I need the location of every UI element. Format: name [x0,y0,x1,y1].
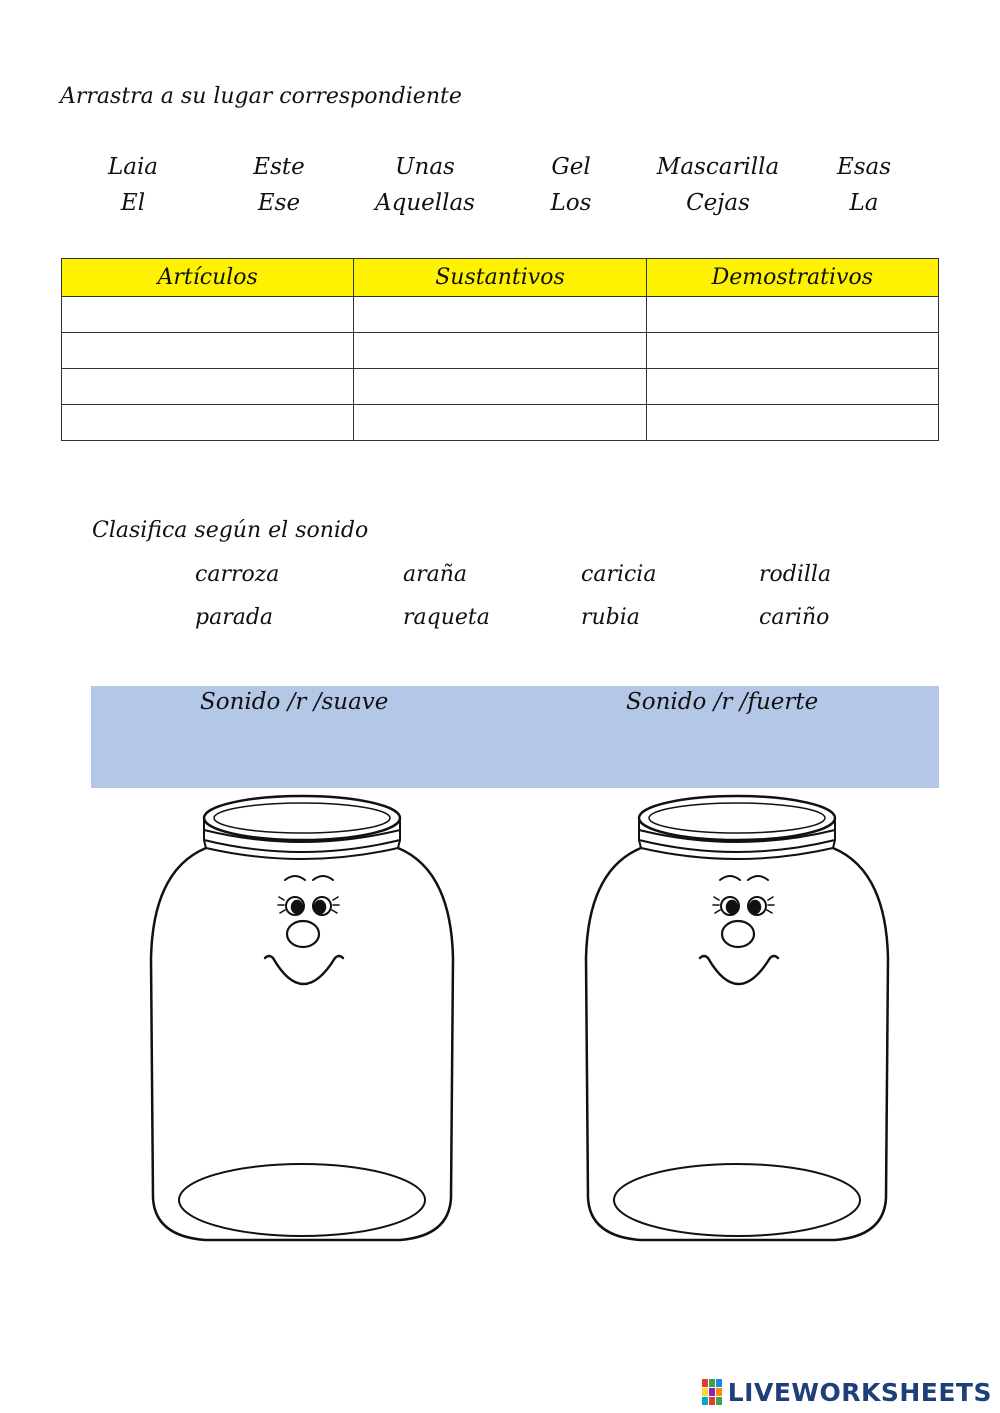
drag-word-gel[interactable]: Gel [551,154,591,180]
liveworksheets-logo [702,1379,992,1405]
drag-word-rubia[interactable]: rubia [581,605,640,630]
drag-word-el[interactable]: El [120,190,146,216]
drag-word-carino[interactable]: cariño [759,605,830,630]
drag-word-raqueta[interactable]: raqueta [403,605,490,630]
drop-cell-articulos[interactable] [62,297,354,333]
table-row [62,405,939,441]
drag-word-mascarilla[interactable]: Mascarilla [656,154,780,180]
classification-table [61,258,939,441]
drag-word-rodilla[interactable]: rodilla [759,562,832,587]
drop-cell-sustantivos[interactable] [354,369,646,405]
drop-cell-articulos[interactable] [62,369,354,405]
jar-strong-drop-zone[interactable] [580,788,895,1246]
table-row [62,333,939,369]
table-row [62,369,939,405]
drag-word-parada[interactable]: parada [195,605,274,630]
drop-cell-demostrativos[interactable] [646,369,938,405]
header-demostrativos: Demostrativos [646,259,938,297]
drag-word-arana[interactable]: araña [403,562,468,587]
brand-name: LIVEWORKSHEETS [727,1377,992,1407]
drag-word-esas[interactable]: Esas [836,154,892,180]
drop-cell-demostrativos[interactable] [646,333,938,369]
drag-word-la[interactable]: La [849,190,879,216]
drag-word-caricia[interactable]: caricia [581,562,657,587]
drag-word-unas[interactable]: Unas [395,154,455,180]
drop-cell-sustantivos[interactable] [354,405,646,441]
drop-cell-articulos[interactable] [62,405,354,441]
category-soft-label: Sonido /r /suave [200,689,389,715]
drag-word-carroza[interactable]: carroza [195,562,280,587]
jar-soft-drop-zone[interactable] [145,788,460,1246]
drag-word-laia[interactable]: Laia [107,154,159,180]
instruction-classify: Clasifica según el sonido [92,518,369,543]
table-row [62,297,939,333]
drag-word-este[interactable]: Este [253,154,305,180]
drag-word-aquellas[interactable]: Aquellas [375,190,475,216]
drop-cell-demostrativos[interactable] [646,297,938,333]
drop-cell-articulos[interactable] [62,333,354,369]
instruction-drag: Arrastra a su lugar correspondiente [60,84,462,109]
header-articulos: Artículos [62,259,354,297]
drag-word-cejas[interactable]: Cejas [686,190,750,216]
drag-word-los[interactable]: Los [550,190,592,216]
table-header-row [62,259,939,297]
smiley-face-icon [265,876,343,984]
drag-word-ese[interactable]: Ese [257,190,301,216]
drop-cell-sustantivos[interactable] [354,333,646,369]
smiley-face-icon [700,876,778,984]
header-sustantivos: Sustantivos [354,259,646,297]
liveworksheets-logo-icon [702,1379,724,1405]
drop-cell-demostrativos[interactable] [646,405,938,441]
drop-cell-sustantivos[interactable] [354,297,646,333]
category-strong-label: Sonido /r /fuerte [626,689,819,715]
